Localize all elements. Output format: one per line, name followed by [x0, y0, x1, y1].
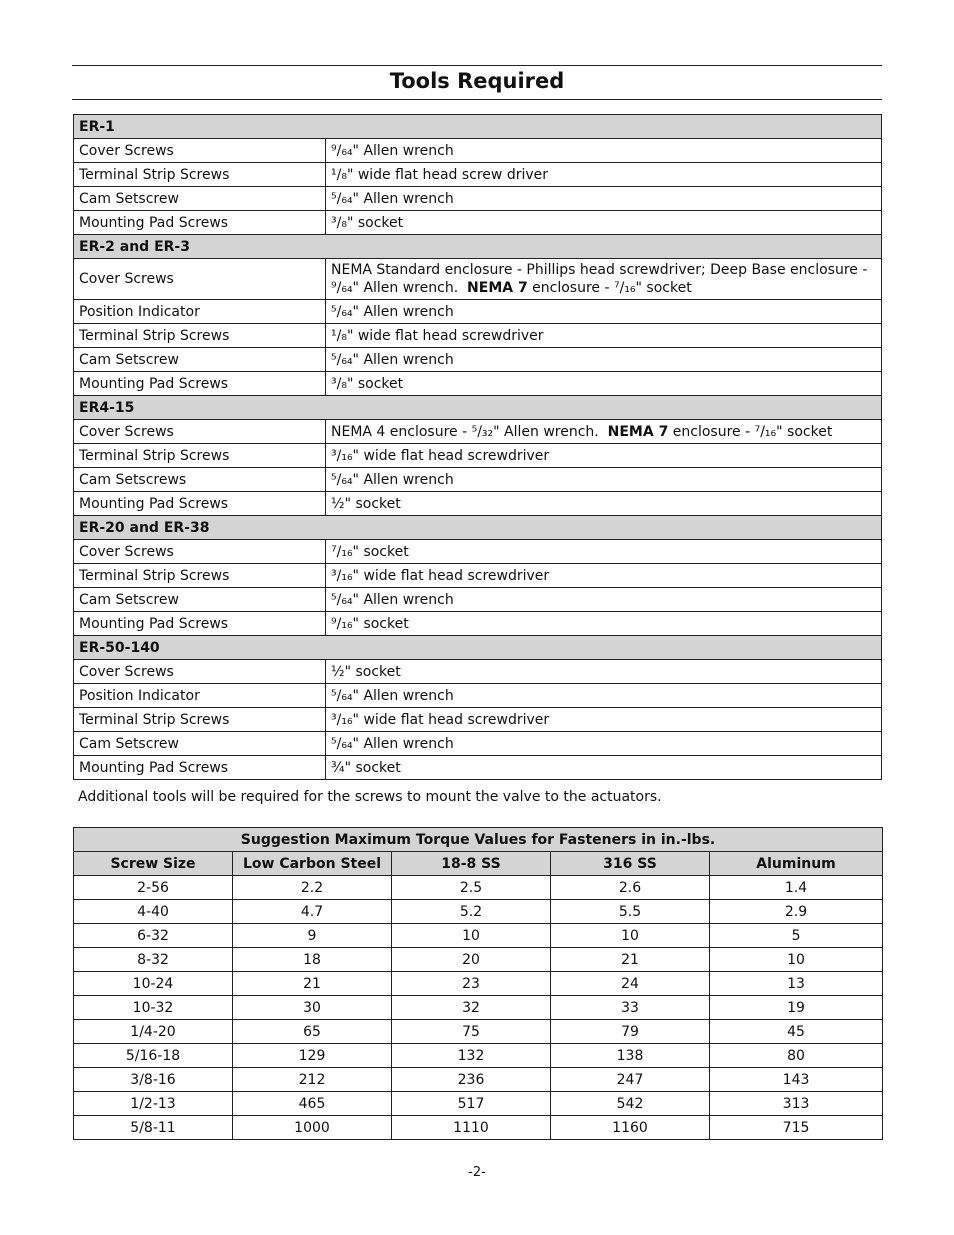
torque-value-cell: 313 — [710, 1092, 883, 1116]
column-header: Aluminum — [710, 852, 883, 876]
table-row — [74, 372, 882, 396]
item-cell: Cover Screws — [74, 540, 326, 564]
table-row — [74, 259, 882, 300]
tool-cell: ⁵/₆₄" Allen wrench — [326, 588, 882, 612]
torque-value-cell: 32 — [392, 996, 551, 1020]
table-row — [74, 1044, 883, 1068]
table-row — [74, 756, 882, 780]
torque-value-cell: 13 — [710, 972, 883, 996]
screw-size-cell: 10-24 — [74, 972, 233, 996]
tools-table — [73, 114, 882, 780]
section-header-row — [74, 115, 882, 139]
torque-value-cell: 1.4 — [710, 876, 883, 900]
table-row — [74, 468, 882, 492]
torque-value-cell: 1110 — [392, 1116, 551, 1140]
tool-cell: ³/₁₆" wide flat head screwdriver — [326, 444, 882, 468]
tool-line-1: NEMA Standard enclosure - Phillips head screwdriver; Deep Base enclosure - — [331, 262, 868, 278]
torque-value-cell: 24 — [551, 972, 710, 996]
table-row — [74, 708, 882, 732]
torque-value-cell: 212 — [233, 1068, 392, 1092]
tool-cell — [326, 420, 882, 444]
item-cell: Terminal Strip Screws — [74, 708, 326, 732]
section-model: ER-1 — [74, 115, 882, 139]
table-row — [74, 900, 883, 924]
table-row — [74, 1068, 883, 1092]
item-cell: Position Indicator — [74, 300, 326, 324]
torque-value-cell: 138 — [551, 1044, 710, 1068]
table-row — [74, 972, 883, 996]
torque-value-cell: 18 — [233, 948, 392, 972]
section-header-row — [74, 396, 882, 420]
table-row — [74, 420, 882, 444]
item-cell: Mounting Pad Screws — [74, 612, 326, 636]
screw-size-cell: 10-32 — [74, 996, 233, 1020]
table-row — [74, 1116, 883, 1140]
item-cell: Terminal Strip Screws — [74, 163, 326, 187]
torque-value-cell: 21 — [551, 948, 710, 972]
table-row — [74, 876, 883, 900]
torque-value-cell: 2.5 — [392, 876, 551, 900]
torque-value-cell: 2.9 — [710, 900, 883, 924]
table-row — [74, 324, 882, 348]
table-row — [74, 732, 882, 756]
torque-value-cell: 247 — [551, 1068, 710, 1092]
tool-text: NEMA 4 enclosure - ⁵/₃₂" Allen wrench. — [331, 423, 608, 440]
item-cell: Cam Setscrew — [74, 348, 326, 372]
item-cell: Cam Setscrew — [74, 732, 326, 756]
page-title: Tools Required — [389, 69, 565, 93]
tool-text-bold: NEMA 7 — [467, 280, 528, 296]
table-row — [74, 564, 882, 588]
torque-value-cell: 4.7 — [233, 900, 392, 924]
screw-size-cell: 5/16-18 — [74, 1044, 233, 1068]
torque-value-cell: 80 — [710, 1044, 883, 1068]
tool-cell: ½" socket — [326, 660, 882, 684]
screw-size-cell: 4-40 — [74, 900, 233, 924]
screw-size-cell: 2-56 — [74, 876, 233, 900]
tool-cell: ³/₁₆" wide flat head screwdriver — [326, 564, 882, 588]
title-underline — [72, 99, 882, 100]
tool-text: enclosure - ⁷/₁₆" socket — [527, 280, 692, 296]
column-header: Screw Size — [74, 852, 233, 876]
screw-size-cell: 1/4-20 — [74, 1020, 233, 1044]
tool-cell: ¹/₈" wide flat head screwdriver — [326, 324, 882, 348]
item-cell: Cover Screws — [74, 660, 326, 684]
table-row — [74, 684, 882, 708]
additional-tools-note: Additional tools will be required for the screws to mount the valve to the actuators. — [78, 789, 662, 805]
torque-value-cell: 75 — [392, 1020, 551, 1044]
item-cell: Terminal Strip Screws — [74, 324, 326, 348]
torque-value-cell: 23 — [392, 972, 551, 996]
torque-value-cell: 21 — [233, 972, 392, 996]
screw-size-cell: 5/8-11 — [74, 1116, 233, 1140]
torque-value-cell: 465 — [233, 1092, 392, 1116]
item-cell: Cam Setscrew — [74, 187, 326, 211]
section-header-row — [74, 235, 882, 259]
torque-value-cell: 30 — [233, 996, 392, 1020]
table-row — [74, 492, 882, 516]
tool-cell: ³/₁₆" wide flat head screwdriver — [326, 708, 882, 732]
screw-size-cell: 6-32 — [74, 924, 233, 948]
table-row — [74, 1020, 883, 1044]
tool-text: enclosure - ⁷/₁₆" socket — [668, 423, 833, 440]
table-row — [74, 139, 882, 163]
torque-value-cell: 143 — [710, 1068, 883, 1092]
table-row — [74, 163, 882, 187]
tool-cell: ¾" socket — [326, 756, 882, 780]
torque-value-cell: 129 — [233, 1044, 392, 1068]
tool-cell: ⁷/₁₆" socket — [326, 540, 882, 564]
torque-value-cell: 10 — [710, 948, 883, 972]
section-model: ER-50-140 — [74, 636, 882, 660]
column-header: Low Carbon Steel — [233, 852, 392, 876]
torque-value-cell: 132 — [392, 1044, 551, 1068]
item-cell: Cover Screws — [74, 420, 326, 444]
table-row — [74, 300, 882, 324]
tool-cell: ⁵/₆₄" Allen wrench — [326, 684, 882, 708]
torque-value-cell: 65 — [233, 1020, 392, 1044]
table-row — [74, 540, 882, 564]
item-cell: Cover Screws — [74, 259, 326, 300]
torque-value-cell: 542 — [551, 1092, 710, 1116]
table-row — [74, 660, 882, 684]
torque-value-cell: 10 — [392, 924, 551, 948]
torque-value-cell: 33 — [551, 996, 710, 1020]
torque-value-cell: 2.6 — [551, 876, 710, 900]
torque-value-cell: 2.2 — [233, 876, 392, 900]
torque-value-cell: 5 — [710, 924, 883, 948]
torque-caption: Suggestion Maximum Torque Values for Fasteners in in.-lbs. — [74, 828, 883, 852]
table-row — [74, 211, 882, 235]
tool-cell: ³/₈" socket — [326, 211, 882, 235]
item-cell: Mounting Pad Screws — [74, 372, 326, 396]
tool-cell: ³/₈" socket — [326, 372, 882, 396]
table-row — [74, 612, 882, 636]
torque-value-cell: 1160 — [551, 1116, 710, 1140]
table-row — [74, 187, 882, 211]
tool-line-2 — [331, 279, 876, 297]
column-header: 316 SS — [551, 852, 710, 876]
item-cell: Terminal Strip Screws — [74, 444, 326, 468]
item-cell: Mounting Pad Screws — [74, 211, 326, 235]
section-header-row — [74, 636, 882, 660]
tool-cell: ¹/₈" wide flat head screw driver — [326, 163, 882, 187]
tool-cell: ⁵/₆₄" Allen wrench — [326, 187, 882, 211]
screw-size-cell: 3/8-16 — [74, 1068, 233, 1092]
torque-value-cell: 9 — [233, 924, 392, 948]
tool-cell: ⁵/₆₄" Allen wrench — [326, 732, 882, 756]
torque-value-cell: 79 — [551, 1020, 710, 1044]
item-cell: Cam Setscrew — [74, 588, 326, 612]
table-row — [74, 924, 883, 948]
section-model: ER-2 and ER-3 — [74, 235, 882, 259]
table-row — [74, 348, 882, 372]
section-model: ER-20 and ER-38 — [74, 516, 882, 540]
tool-cell: ⁹/₆₄" Allen wrench — [326, 139, 882, 163]
table-row — [74, 948, 883, 972]
torque-value-cell: 5.5 — [551, 900, 710, 924]
table-row — [74, 588, 882, 612]
tool-text-bold: NEMA 7 — [607, 423, 669, 440]
tool-cell: ⁵/₆₄" Allen wrench — [326, 300, 882, 324]
item-cell: Mounting Pad Screws — [74, 492, 326, 516]
torque-value-cell: 517 — [392, 1092, 551, 1116]
section-model: ER4-15 — [74, 396, 882, 420]
tool-cell — [326, 259, 882, 300]
screw-size-cell: 8-32 — [74, 948, 233, 972]
page-number: -2- — [468, 1165, 486, 1180]
column-header: 18-8 SS — [392, 852, 551, 876]
torque-table — [73, 827, 883, 1140]
table-row — [74, 444, 882, 468]
torque-caption-row — [74, 828, 883, 852]
torque-value-cell: 20 — [392, 948, 551, 972]
screw-size-cell: 1/2-13 — [74, 1092, 233, 1116]
tool-text: ⁹/₆₄" Allen wrench. — [331, 280, 468, 296]
section-header-row — [74, 516, 882, 540]
torque-value-cell: 715 — [710, 1116, 883, 1140]
torque-value-cell: 45 — [710, 1020, 883, 1044]
tool-cell: ½" socket — [326, 492, 882, 516]
torque-value-cell: 19 — [710, 996, 883, 1020]
item-cell: Terminal Strip Screws — [74, 564, 326, 588]
torque-value-cell: 10 — [551, 924, 710, 948]
torque-value-cell: 236 — [392, 1068, 551, 1092]
torque-value-cell: 5.2 — [392, 900, 551, 924]
table-row — [74, 996, 883, 1020]
item-cell: Cam Setscrews — [74, 468, 326, 492]
tool-cell: ⁹/₁₆" socket — [326, 612, 882, 636]
tool-cell: ⁵/₆₄" Allen wrench — [326, 468, 882, 492]
item-cell: Cover Screws — [74, 139, 326, 163]
tool-cell: ⁵/₆₄" Allen wrench — [326, 348, 882, 372]
item-cell: Mounting Pad Screws — [74, 756, 326, 780]
torque-value-cell: 1000 — [233, 1116, 392, 1140]
table-row — [74, 1092, 883, 1116]
torque-header-row — [74, 852, 883, 876]
item-cell: Position Indicator — [74, 684, 326, 708]
